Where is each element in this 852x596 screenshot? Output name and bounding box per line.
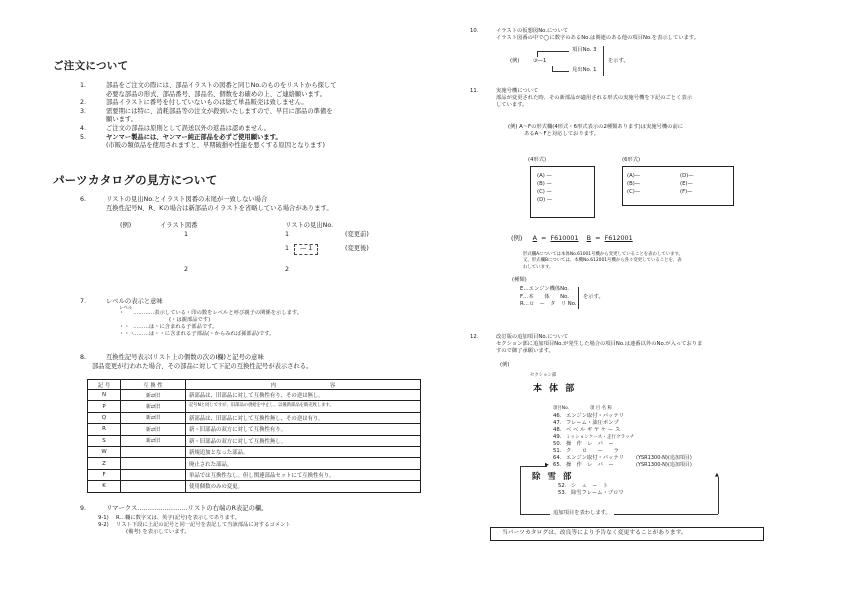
example-label: (例) <box>120 222 132 229</box>
section-snow: 除 雪 部 <box>532 472 574 482</box>
changed-number-box: — 1 <box>294 244 318 255</box>
table-header: 記 号 互 換 性 内 容 <box>88 380 421 390</box>
arrow-line-right <box>718 477 719 514</box>
table-row: F 単品では互換性なし。但し関連部品セットにて互換性有り。 <box>88 469 421 480</box>
serial-example: (例) A = F610001 B = F612001 <box>511 234 633 242</box>
table-row: R 新⇄旧 新・旧部品の双方に対して互換性有り。 <box>88 424 421 435</box>
level-label: レベル <box>119 306 133 311</box>
footer-notice: 当パーツカタログは、改良等により予告なく変更することがあります。 <box>502 530 687 536</box>
arrow-up-icon: ▲ <box>715 472 719 478</box>
col-illust: イラスト図番 <box>160 222 198 229</box>
item-8: 8. 互換性記号表示(リスト上の個数の次のⅠ欄)と記号の意味 部品変更が行われた場合、その部品に対して下記の互換性記号が表示される。 <box>80 354 313 370</box>
list-item: 65. 操 作 レ バ ー (YSR1300-N)(追加項目) <box>553 462 692 468</box>
list-item: 49. ミッションケース・走行クラッチ <box>553 434 635 440</box>
item-9: 9. リマークス……………………リストの右端のR表記の欄。 <box>80 505 268 512</box>
order-list: 1. 部品をご注文の際には、部品イラストの図番と同じNo.のものをリストから探して 必要な部品の形式、部品番号、部品名、個数をお確めの上、ご連絡願います。 2. 部品イラストに番号を付していないものは総て単品販売は致しません。 3. 需要期には特に、消耗部品等の注文が殺到いたしますので、早目に部品の準備を 願います。 4. ご注文の部品は原則として誤送以外の返品は認めません。 5. ヤンマー製品には、ヤンマー純正部品を必ずご使用願います。 (市販の類似品を使用されますと、早期破損や性能を悪くする原因となります) <box>80 82 337 150</box>
entry-list-body <box>553 413 692 469</box>
table-row: Z 廃止された部品。 <box>88 458 421 469</box>
table-row: P 新⇄旧 記号Nと同じですが、旧部品の供給を中止し、以後新部品を販売致します。 <box>88 401 421 412</box>
virtual-number-symbol: ③—1 <box>533 58 547 64</box>
table-row: N 新⇄旧 新部品は、旧部品に対して互換性有り、その逆は無し。 <box>88 390 421 401</box>
list-item: 46. エンジン取付・バッテリ <box>553 413 625 419</box>
col-list: リストの見出No. <box>285 222 334 229</box>
list-item: 48. ベ ベ ル ギ ヤ ケ ー ス <box>553 427 621 433</box>
bracket <box>603 46 604 76</box>
item-12: 12. 改訂版の追加項目No.について セクション部に追加項目No.が発生した場合の項目No.は連番以外のNo.が入っておりま すので御了承願います。 <box>470 334 703 354</box>
item-10: 10. イラストの仮想図No.について イラスト図番の中で◯に数字のあるNo.は関連のある他の項目No.を表示しています。 <box>470 28 700 41</box>
list-item: 51. ク ロ ー ラ <box>553 448 619 454</box>
bracket <box>578 287 579 309</box>
table-row: W 新規追加となった部品。 <box>88 446 421 457</box>
list-item: 52. シ ュ ー ト <box>558 483 609 489</box>
table-row: Q 新⇄旧 新部品は、旧部品に対して互換性無し、その逆は有り。 <box>88 412 421 423</box>
order-item-2: 2. 部品イラストに番号を付していないものは総て単品販売は致しません。 <box>80 99 308 107</box>
item-6: 6. リストの見出No.とイラスト図番の末尾が一致しない場合 互換性記号N、R、Kの場合は新部品のイラストを省略している場合があります。 <box>80 196 333 212</box>
arrow-label: 追加項目を表わします。 <box>553 510 611 516</box>
order-item-1: 1. 部品をご注文の際には、部品イラストの図番と同じNo.のものをリストから探して <box>80 82 337 89</box>
compatibility-table <box>87 379 421 493</box>
arrow-line-left <box>520 466 521 514</box>
section-title-catalog: パーツカタログの見方について <box>53 173 218 187</box>
table-row: S 新⇄旧 新・旧部品の双方に対して互換性無し。 <box>88 435 421 446</box>
order-item-5: 5. ヤンマー製品には、ヤンマー純正部品を必ずご使用願います。 <box>80 133 282 141</box>
table-row: K 使用個数のみの変更。 <box>88 481 421 492</box>
order-item-4: 4. ご注文の部品は原則として誤送以外の返品は認めません。 <box>80 124 271 132</box>
arrow-head-icon: ▶ <box>545 462 549 468</box>
list-item: 64. エンジン取付・バッテリ (YSR1300-N)(追加項目) <box>553 455 692 461</box>
list-item: 50. 操 作 レ バ ー <box>553 441 614 447</box>
section-title-order: ご注文について <box>53 60 129 72</box>
entry-list-snow <box>558 483 624 497</box>
list-item: 53. 除雪フレーム・ブロワ <box>558 490 624 496</box>
list-item: 47. フレーム・油圧ポンプ <box>553 420 619 426</box>
leader-line <box>537 51 569 52</box>
item-11: 11. 実施号機について 部品が変更された時、その新部品が適用される形式の実施号機を下記のごとく表示 しています。 <box>470 88 692 108</box>
order-item-3: 3. 需要期には特に、消耗部品等の注文が殺到いたしますので、早目に部品の準備を <box>80 107 333 115</box>
item-7: 7. レベルの表示と意味 <box>80 298 163 305</box>
section-body: 本 体 部 <box>533 384 577 394</box>
